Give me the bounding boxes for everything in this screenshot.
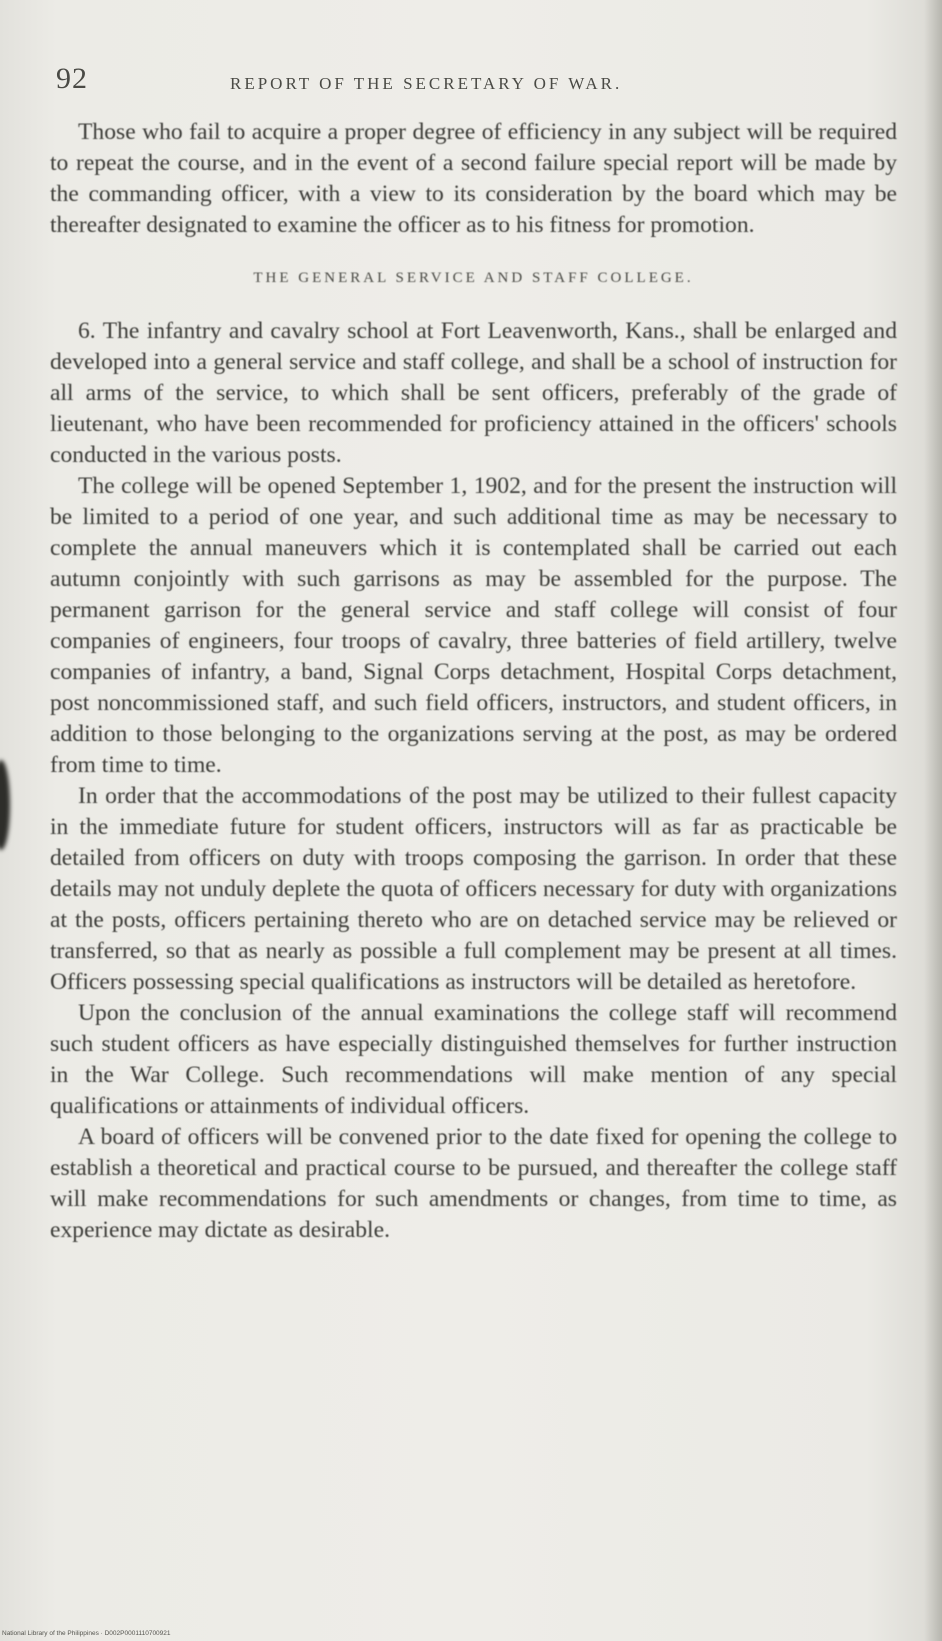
page-header: [56, 62, 896, 102]
paragraph: A board of officers will be convened prior to the date fixed for opening the college to establish a theoretical and practical course to be pursued, and thereafter the college staff will make recommendations for such amendments or changes, from time to time, as experience may dictate as desirable.: [50, 1124, 897, 1243]
section-heading: THE GENERAL SERVICE AND STAFF COLLEGE.: [253, 270, 694, 286]
paragraph: The college will be opened September 1, 1902, and for the present the instruction will be limited to a period of one year, and such additional time as may be necessary to complete the annual maneuvers which it is contemplated shall be carried out each autumn conjointly with such garrisons as may be assembled for the purpose. The permanent garrison for the general service and staff college will consist of four companies of engineers, four troops of cavalry, three batteries of field artillery, twelve companies of infantry, a band, Signal Corps detachment, Hospital Corps detachment, post noncommissioned staff, and such field officers, instructors, and student officers, in addition to those belonging to the organizations serving at the post, as may be ordered from time to time.: [50, 473, 897, 778]
paragraph: In order that the accommodations of the post may be utilized to their fullest capacity in the immediate future for student officers, instructors will as far as practicable be detailed from officers on duty with troops composing the garrison. In order that these details may not unduly deplete the quota of officers necessary for duty with organizations at the posts, officers pertaining thereto who are on detached service may be relieved or transferred, so that as nearly as possible a full complement may be present at all times. Officers possessing special qualifications as instructors will be detailed as heretofore.: [50, 783, 897, 995]
paragraph: Those who fail to acquire a proper degree of efficiency in any subject will be required to repeat the course, and in the event of a second failure special report will be made by the commanding officer, with a view to its consideration by the board which may be thereafter designated to examine the officer as to his fitness for promotion.: [50, 119, 897, 238]
scan-credit: National Library of the Philippines · D002P0001110700921: [2, 1630, 171, 1637]
body-text: [50, 117, 897, 1246]
running-head: REPORT OF THE SECRETARY OF WAR.: [230, 74, 623, 93]
page-number: 92: [56, 62, 88, 95]
binding-mark: [0, 760, 10, 850]
paragraph: 6. The infantry and cavalry school at Fort Leavenworth, Kans., shall be enlarged and developed into a general service and staff college, and shall be a school of instruction for all arms of the service, to which shall be sent officers, preferably of the grade of lieutenant, who have been recommended for proficiency attained in the officers' schools conducted in the various posts.: [50, 318, 897, 468]
page-edge-shadow: [924, 0, 942, 1641]
paragraph: Upon the conclusion of the annual examinations the college staff will recommend such student officers as have especially distinguished themselves for further instruction in the War College. Such recommendations will make mention of any special qualifications or attainments of individual officers.: [50, 1000, 897, 1119]
